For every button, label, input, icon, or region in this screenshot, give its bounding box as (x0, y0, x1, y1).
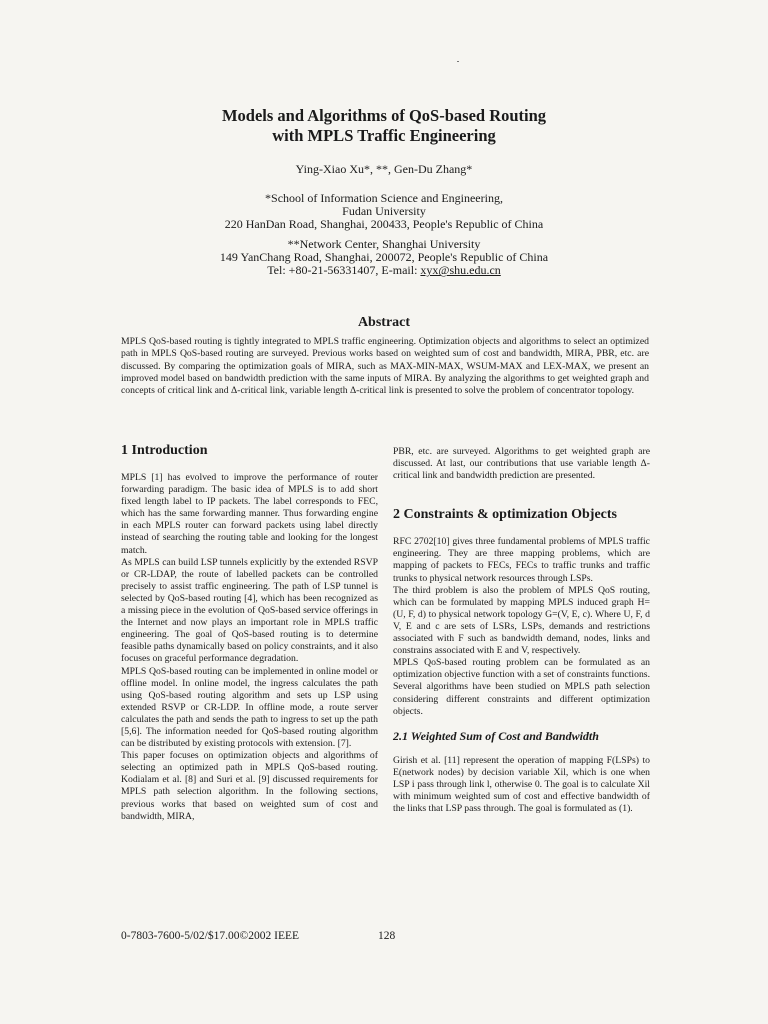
section-1-continuation: PBR, etc. are surveyed. Algorithms to get weighted graph are discussed. At last, our contributions that use variable length Δ-critical link and bandwidth prediction are presented. (393, 446, 650, 482)
affiliation-1-line-1: *School of Information Science and Engineering, (265, 191, 503, 205)
title-line-1: Models and Algorithms of QoS-based Routing (221, 106, 547, 125)
section-1-heading: 1 Introduction (121, 443, 208, 458)
affiliation-2-line-3 (0, 264, 768, 277)
affiliation-2-line-2: 149 YanChang Road, Shanghai, 200072, People's Republic of China (219, 250, 549, 265)
section-2-paragraph-3: MPLS QoS-based routing problem can be formulated as an optimization objective function with a set of constraints functions. Several algorithms have been studied on MPLS path selection considering different constraints and different optimization objects. (393, 657, 650, 717)
contact-text: Tel: +80-21-56331407, E-mail: (267, 263, 421, 278)
paper-title (0, 106, 768, 146)
abstract-text: MPLS QoS-based routing is tightly integrated to MPLS traffic engineering. Optimization objects and algorithms to select an optimized path in MPLS QoS-based routing are surveyed. Previous works based on weighted sum of cost and bandwidth, MIRA, PBR, etc. are discussed. By comparing the optimization goals of MIRA, such as MAX-MIN-MAX, WSUM-MAX and LEX-MAX, we present an improved model based on bandwidth prediction with the same inputs of MIRA. By analyzing the algorithms to get weighted graph and concepts of critical link and Δ-critical link, variable length Δ-critical link is presented to solve the problem of concentrator topology. (121, 336, 649, 397)
copyright-footer: 0-7803-7600-5/02/$17.00©2002 IEEE (121, 930, 300, 942)
subsection-2-1-heading: 2.1 Weighted Sum of Cost and Bandwidth (393, 728, 599, 743)
abstract-heading: Abstract (357, 315, 411, 330)
affiliation-2 (0, 238, 768, 278)
affiliation-1-line-2: Fudan University (342, 204, 426, 219)
section-1-paragraph-3: MPLS QoS-based routing can be implemented in online model or offline model. In online model, the ingress calculates the path using QoS-based routing algorithm and sets up LSP using extended RSVP or CR-LDP. In offline mode, a route server calculates the path and sends the path to ingress to set up the path [5,6]. The information needed for QoS-based routing algorithm can be distributed by existing protocols with extension. [7]. (121, 665, 378, 750)
title-line-2: with MPLS Traffic Engineering (272, 126, 496, 145)
section-1-paragraph-4: This paper focuses on optimization objects and algorithms of selecting an optimized path in MPLS QoS-based routing. Kodialam et al. [8] and Suri et al. [9] discussed requirements for MPLS path selection algorithm. In the following sections, previous works that based on weighted sum of cost and bandwidth, MIRA, (121, 750, 378, 822)
section-1-paragraph-2: As MPLS can build LSP tunnels explicitly by the extended RSVP or CR-LDAP, the route of labelled packets can be controlled precisely to assist traffic engineering. The path of LSP tunnel is selected by QoS-based routing [4], which has been recognized as a missing piece in the evolution of QoS-based service offerings in the Internet and now plays an important role in MPLS traffic engineering. The goal of QoS-based routing is to determine feasible paths dynamically based on policy constraints, and it also focuses on graceful performance degradation. (121, 556, 378, 665)
section-2-paragraph-1: RFC 2702[10] gives three fundamental problems of MPLS traffic engineering. They are three mapping problems, which are mapping of packets to FECs, FECs to traffic trunks and traffic trunks to physical network resources through LSPs. (393, 536, 650, 584)
right-column (393, 446, 650, 815)
affiliation-2-line-1: **Network Center, Shanghai University (287, 237, 481, 251)
scan-speck (457, 61, 459, 62)
affiliation-1 (0, 192, 768, 232)
left-column (121, 442, 378, 823)
page-number: 128 (378, 930, 396, 942)
section-2-paragraph-2: The third problem is also the problem of MPLS QoS routing, which can be formulated by mapping MPLS induced graph H=(U, F, d) to physical network topology G=(V, E, c). Where U, F, d V, E and c are sets of LSRs, LSPs, demands and restrictions associated with F such as bandwidth demand, nodes, links and constrains associated with E and V, respectively. (393, 584, 650, 657)
email-link[interactable]: xyx@shu.edu.cn (420, 263, 501, 278)
subsection-2-1-paragraph: Girish et al. [11] represent the operation of mapping F(LSPs) to E(network nodes) by decision variable Xil, which is one when LSP i pass through link l, otherwise 0. The goal is to calculate Xil with minimum weighted sum of cost and effective bandwidth of the links that LSP pass through. The goal is formulated as (1). (393, 754, 650, 815)
authors: Ying-Xiao Xu*, **, Gen-Du Zhang* (295, 162, 473, 176)
affiliation-1-line-3: 220 HanDan Road, Shanghai, 200433, People's Republic of China (224, 217, 544, 232)
section-2-heading: 2 Constraints & optimization Objects (393, 507, 617, 523)
section-1-paragraph-1: MPLS [1] has evolved to improve the performance of router forwarding paradigm. The basic idea of MPLS is to add short fixed length label to IP packets. The label corresponds to FEC, which has the same forwarding manner. Thus forwarding engine in each MPLS router can forward packets using label directly instead of searching the routing table and looking for the longest match. (121, 472, 378, 556)
